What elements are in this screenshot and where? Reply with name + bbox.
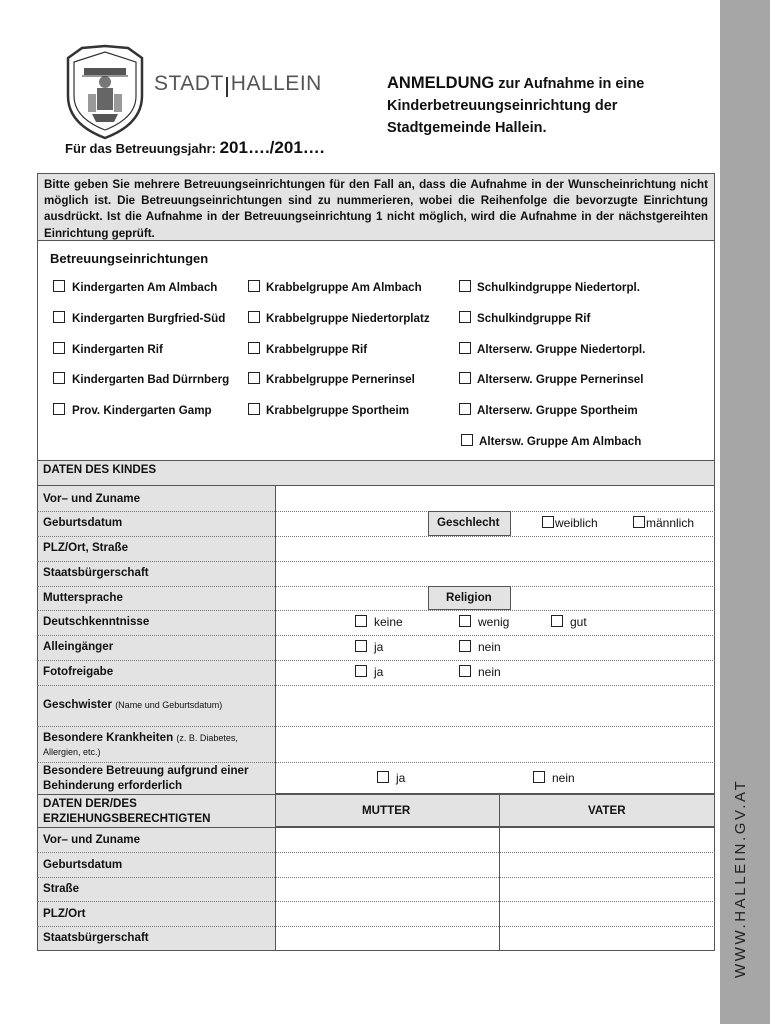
facility-checkbox[interactable]: Altersw. Gruppe Am Almbach [461,434,641,448]
facility-checkbox[interactable]: Kindergarten Rif [53,342,163,356]
child-name-label: Vor– und Zuname [43,492,141,505]
mother-tongue-label: Muttersprache [43,591,123,604]
german-good-checkbox[interactable]: gut [551,615,587,629]
instruction-text: Bitte geben Sie mehrere Betreuungseinrichtungen für den Fall an, dass die Aufnahme in der Wunscheinrichtung nicht möglich ist. Die Betreuungseinrichtungen sind zu nummerieren, wobei die Reihenfolge die bevorzugte Einrichtung ausdrückt. Ist die Aufnahme in der Betreuungseinrichtung 1 nicht möglich, wird die Aufnahme in der nächstgereihten Einrichtung geprüft. [37,173,715,241]
child-birthdate-input[interactable] [276,512,428,536]
coat-of-arms-icon [62,44,148,140]
father-zip-input[interactable] [500,902,715,926]
german-skills-label: Deutschkenntnisse [43,615,150,628]
gender-label: Geschlecht [437,516,500,529]
website-url: WWW.HALLEIN.GV.AT [732,778,749,978]
mother-column-header: MUTTER [362,804,411,817]
mother-tongue-input[interactable] [276,587,428,610]
illness-input[interactable] [276,727,715,762]
child-address-input[interactable] [276,537,715,561]
mother-birthdate-input[interactable] [276,853,499,877]
facility-checkbox[interactable]: Kindergarten Am Almbach [53,280,217,294]
german-little-checkbox[interactable]: wenig [459,615,509,629]
facility-checkbox[interactable]: Krabbelgruppe Rif [248,342,367,356]
single-child-label: Alleingänger [43,640,114,653]
guardian-street-label: Straße [43,882,80,895]
facility-checkbox[interactable]: Alterserw. Gruppe Pernerinsel [459,372,643,386]
guardian-name-label: Vor– und Zuname [43,833,141,846]
single-child-no-checkbox[interactable]: nein [459,640,501,654]
illness-label: Besondere Krankheiten (z. B. Diabetes, Allergien, etc.) [43,731,238,757]
form-title: ANMELDUNG zur Aufnahme in eine Kinderbetreuungseinrichtung der Stadtgemeinde Hallein. [387,74,645,136]
mother-street-input[interactable] [276,878,499,901]
child-address-label: PLZ/Ort, Straße [43,541,129,554]
child-birthdate-label: Geburtsdatum [43,516,123,529]
father-citizenship-input[interactable] [500,927,715,951]
facility-checkbox[interactable]: Alterserw. Gruppe Sportheim [459,403,638,417]
father-birthdate-input[interactable] [500,853,715,877]
special-care-no-checkbox[interactable]: nein [533,771,575,785]
siblings-input[interactable] [276,686,715,726]
facility-checkbox[interactable]: Kindergarten Burgfried-Süd [53,311,225,325]
facility-checkbox[interactable]: Krabbelgruppe Pernerinsel [248,372,415,386]
brand-wordmark: STADT HALLEIN [154,72,322,95]
gender-female-checkbox[interactable]: weiblich [542,516,598,530]
guardian-zip-label: PLZ/Ort [43,907,86,920]
photo-consent-label: Fotofreigabe [43,665,114,678]
special-care-label: Besondere Betreuung aufgrund einer Behinderung erforderlich [43,764,249,792]
photo-no-checkbox[interactable]: nein [459,665,501,679]
siblings-label: Geschwister (Name und Geburtsdatum) [43,698,223,711]
mother-name-input[interactable] [276,828,499,852]
child-name-input[interactable] [276,487,715,511]
guardian-section-title: DATEN DER/DES ERZIEHUNGSBERECHTIGTEN [43,797,211,825]
father-name-input[interactable] [500,828,715,852]
religion-label: Religion [446,591,492,604]
mother-zip-input[interactable] [276,902,499,926]
child-section-title: DATEN DES KINDES [43,463,157,476]
facility-checkbox[interactable]: Schulkindgruppe Rif [459,311,590,325]
facility-checkbox[interactable]: Prov. Kindergarten Gamp [53,403,212,417]
facility-checkbox[interactable]: Krabbelgruppe Niedertorplatz [248,311,430,325]
german-none-checkbox[interactable]: keine [355,615,403,629]
special-care-yes-checkbox[interactable]: ja [377,771,405,785]
facilities-heading: Betreuungseinrichtungen [50,251,209,266]
facility-checkbox[interactable]: Kindergarten Bad Dürrnberg [53,372,229,386]
mother-citizenship-input[interactable] [276,927,499,951]
father-street-input[interactable] [500,878,715,901]
care-year-field[interactable]: Für das Betreuungsjahr: 201…./201…. [65,138,325,157]
guardian-header-row [275,794,715,827]
single-child-yes-checkbox[interactable]: ja [355,640,383,654]
facility-checkbox[interactable]: Alterserw. Gruppe Niedertorpl. [459,342,645,356]
facility-checkbox[interactable]: Krabbelgruppe Am Almbach [248,280,422,294]
gender-male-checkbox[interactable]: männlich [633,516,694,530]
facility-checkbox[interactable]: Schulkindgruppe Niedertorpl. [459,280,640,294]
guardian-birthdate-label: Geburtsdatum [43,858,123,871]
facility-checkbox[interactable]: Krabbelgruppe Sportheim [248,403,409,417]
guardian-citizenship-label: Staatsbürgerschaft [43,931,149,944]
photo-yes-checkbox[interactable]: ja [355,665,383,679]
religion-input[interactable] [511,587,715,610]
child-citizenship-label: Staatsbürgerschaft [43,566,149,579]
child-citizenship-input[interactable] [276,562,715,586]
father-column-header: VATER [588,804,626,817]
